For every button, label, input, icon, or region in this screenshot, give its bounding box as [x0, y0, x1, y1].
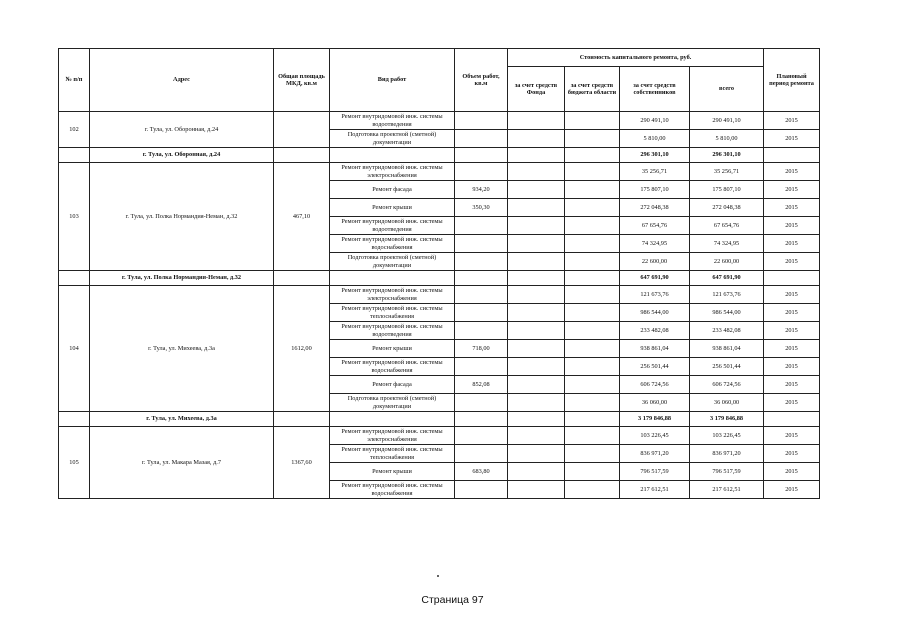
fund-cell [508, 394, 565, 412]
total-cell: 22 600,00 [690, 253, 764, 271]
work-type-cell: Ремонт внутридомовой инж. системы водоотведения [330, 322, 455, 340]
period-cell: 2015 [764, 304, 820, 322]
budget-cell [565, 445, 620, 463]
budget-cell [565, 199, 620, 217]
owners-cell: 836 971,20 [620, 445, 690, 463]
fund-cell [508, 445, 565, 463]
repair-table [58, 48, 820, 499]
row-number: 105 [59, 427, 90, 499]
work-type-cell: Ремонт внутридомовой инж. системы водоснабжения [330, 481, 455, 499]
work-type-cell: Ремонт крыши [330, 199, 455, 217]
area-cell: 467,10 [274, 163, 330, 271]
work-type-cell: Ремонт крыши [330, 340, 455, 358]
owners-cell: 74 324,95 [620, 235, 690, 253]
volume-cell [455, 445, 508, 463]
area-cell [274, 112, 330, 148]
subtotal-period-cell [764, 412, 820, 427]
budget-cell [565, 376, 620, 394]
subtotal-fund-cell [508, 412, 565, 427]
owners-cell: 121 673,76 [620, 286, 690, 304]
address-cell: г. Тула, ул. Макара Мазая, д.7 [90, 427, 274, 499]
owners-cell: 67 654,76 [620, 217, 690, 235]
period-cell: 2015 [764, 358, 820, 376]
owners-cell: 217 612,51 [620, 481, 690, 499]
owners-cell: 938 861,04 [620, 340, 690, 358]
budget-cell [565, 427, 620, 445]
period-cell: 2015 [764, 322, 820, 340]
total-cell: 836 971,20 [690, 445, 764, 463]
period-cell: 2015 [764, 163, 820, 181]
table-row [59, 163, 820, 181]
total-cell: 256 501,44 [690, 358, 764, 376]
budget-cell [565, 130, 620, 148]
volume-cell [455, 112, 508, 130]
total-cell: 103 226,45 [690, 427, 764, 445]
total-cell: 35 256,71 [690, 163, 764, 181]
subtotal-budget-cell [565, 271, 620, 286]
subtotal-work-cell [330, 271, 455, 286]
header-owners: за счет средств собственников [620, 67, 690, 112]
owners-cell: 272 048,38 [620, 199, 690, 217]
total-cell: 36 060,00 [690, 394, 764, 412]
budget-cell [565, 304, 620, 322]
owners-cell: 290 491,10 [620, 112, 690, 130]
volume-cell [455, 322, 508, 340]
subtotal-owners: 647 691,90 [620, 271, 690, 286]
area-cell: 1612,00 [274, 286, 330, 412]
volume-cell [455, 235, 508, 253]
volume-cell [455, 427, 508, 445]
row-number: 103 [59, 163, 90, 271]
header-total: всего [690, 67, 764, 112]
work-type-cell: Подготовка проектной (сметной) документации [330, 253, 455, 271]
fund-cell [508, 235, 565, 253]
owners-cell: 103 226,45 [620, 427, 690, 445]
subtotal-period-cell [764, 271, 820, 286]
total-cell: 217 612,51 [690, 481, 764, 499]
volume-cell [455, 253, 508, 271]
budget-cell [565, 286, 620, 304]
fund-cell [508, 427, 565, 445]
work-type-cell: Ремонт внутридомовой инж. системы водоотведения [330, 217, 455, 235]
period-cell: 2015 [764, 112, 820, 130]
total-cell: 606 724,56 [690, 376, 764, 394]
subtotal-area-cell [274, 412, 330, 427]
budget-cell [565, 340, 620, 358]
address-cell: г. Тула, ул. Оборонная, д.24 [90, 112, 274, 148]
table-row [59, 112, 820, 130]
subtotal-budget-cell [565, 148, 620, 163]
subtotal-owners: 296 301,10 [620, 148, 690, 163]
address-cell: г. Тула, ул. Михеева, д.3а [90, 286, 274, 412]
volume-cell [455, 394, 508, 412]
subtotal-volume-cell [455, 412, 508, 427]
owners-cell: 606 724,56 [620, 376, 690, 394]
work-type-cell: Ремонт фасада [330, 376, 455, 394]
volume-cell [455, 217, 508, 235]
table-header [59, 49, 820, 112]
table-row [59, 427, 820, 445]
owners-cell: 175 807,10 [620, 181, 690, 199]
subtotal-address: г. Тула, ул. Михеева, д.3а [90, 412, 274, 427]
header-num: № п/п [59, 49, 90, 112]
subtotal-area-cell [274, 148, 330, 163]
total-cell: 5 810,00 [690, 130, 764, 148]
period-cell: 2015 [764, 235, 820, 253]
fund-cell [508, 376, 565, 394]
work-type-cell: Подготовка проектной (сметной) документации [330, 130, 455, 148]
owners-cell: 796 517,59 [620, 463, 690, 481]
subtotal-total: 296 301,10 [690, 148, 764, 163]
total-cell: 74 324,95 [690, 235, 764, 253]
volume-cell [455, 130, 508, 148]
fund-cell [508, 463, 565, 481]
fund-cell [508, 481, 565, 499]
subtotal-num-cell [59, 412, 90, 427]
total-cell: 121 673,76 [690, 286, 764, 304]
subtotal-num-cell [59, 271, 90, 286]
budget-cell [565, 463, 620, 481]
table-body [59, 112, 820, 499]
period-cell: 2015 [764, 253, 820, 271]
subtotal-period-cell [764, 148, 820, 163]
volume-cell [455, 358, 508, 376]
volume-cell [455, 304, 508, 322]
fund-cell [508, 322, 565, 340]
row-number: 104 [59, 286, 90, 412]
period-cell: 2015 [764, 340, 820, 358]
subtotal-row [59, 148, 820, 163]
volume-cell: 683,80 [455, 463, 508, 481]
period-cell: 2015 [764, 286, 820, 304]
subtotal-row [59, 412, 820, 427]
header-fund: за счет средств Фонда [508, 67, 565, 112]
budget-cell [565, 358, 620, 376]
period-cell: 2015 [764, 463, 820, 481]
work-type-cell: Ремонт внутридомовой инж. системы электроснабжения [330, 286, 455, 304]
period-cell: 2015 [764, 481, 820, 499]
subtotal-work-cell [330, 148, 455, 163]
budget-cell [565, 163, 620, 181]
header-period: Плановый период ремонта [764, 49, 820, 112]
total-cell: 986 544,00 [690, 304, 764, 322]
volume-cell: 934,20 [455, 181, 508, 199]
owners-cell: 233 482,08 [620, 322, 690, 340]
work-type-cell: Ремонт внутридомовой инж. системы электроснабжения [330, 163, 455, 181]
work-type-cell: Ремонт внутридомовой инж. системы водоснабжения [330, 358, 455, 376]
total-cell: 938 861,04 [690, 340, 764, 358]
header-budget: за счет средств бюджета области [565, 67, 620, 112]
fund-cell [508, 163, 565, 181]
row-number: 102 [59, 112, 90, 148]
period-cell: 2015 [764, 217, 820, 235]
fund-cell [508, 130, 565, 148]
subtotal-work-cell [330, 412, 455, 427]
header-address: Адрес [90, 49, 274, 112]
period-cell: 2015 [764, 181, 820, 199]
header-cost-group: Стоимость капитального ремонта, руб. [508, 49, 764, 67]
total-cell: 175 807,10 [690, 181, 764, 199]
fund-cell [508, 286, 565, 304]
fund-cell [508, 217, 565, 235]
subtotal-address: г. Тула, ул. Оборонная, д.24 [90, 148, 274, 163]
total-cell: 67 654,76 [690, 217, 764, 235]
period-cell: 2015 [764, 445, 820, 463]
fund-cell [508, 181, 565, 199]
owners-cell: 36 060,00 [620, 394, 690, 412]
fund-cell [508, 358, 565, 376]
budget-cell [565, 217, 620, 235]
fund-cell [508, 253, 565, 271]
owners-cell: 5 810,00 [620, 130, 690, 148]
fund-cell [508, 340, 565, 358]
owners-cell: 986 544,00 [620, 304, 690, 322]
subtotal-budget-cell [565, 412, 620, 427]
page-number: Страница 97 [421, 594, 484, 606]
work-type-cell: Ремонт фасада [330, 181, 455, 199]
total-cell: 796 517,59 [690, 463, 764, 481]
budget-cell [565, 322, 620, 340]
period-cell: 2015 [764, 130, 820, 148]
subtotal-row [59, 271, 820, 286]
work-type-cell: Ремонт внутридомовой инж. системы электроснабжения [330, 427, 455, 445]
work-type-cell: Ремонт крыши [330, 463, 455, 481]
volume-cell: 350,30 [455, 199, 508, 217]
budget-cell [565, 181, 620, 199]
budget-cell [565, 235, 620, 253]
budget-cell [565, 481, 620, 499]
subtotal-owners: 3 179 846,88 [620, 412, 690, 427]
work-type-cell: Ремонт внутридомовой инж. системы теплоснабжения [330, 445, 455, 463]
subtotal-volume-cell [455, 271, 508, 286]
period-cell: 2015 [764, 199, 820, 217]
subtotal-address: г. Тула, ул. Полка Нормандия-Неман, д.32 [90, 271, 274, 286]
subtotal-total: 647 691,90 [690, 271, 764, 286]
subtotal-num-cell [59, 148, 90, 163]
total-cell: 290 491,10 [690, 112, 764, 130]
header-area: Общая площадь МКД, кв.м [274, 49, 330, 112]
volume-cell [455, 163, 508, 181]
subtotal-volume-cell [455, 148, 508, 163]
work-type-cell: Ремонт внутридомовой инж. системы водоотведения [330, 112, 455, 130]
subtotal-fund-cell [508, 148, 565, 163]
volume-cell [455, 286, 508, 304]
budget-cell [565, 253, 620, 271]
subtotal-fund-cell [508, 271, 565, 286]
budget-cell [565, 112, 620, 130]
page-dot [437, 575, 439, 577]
owners-cell: 256 501,44 [620, 358, 690, 376]
total-cell: 272 048,38 [690, 199, 764, 217]
period-cell: 2015 [764, 394, 820, 412]
owners-cell: 22 600,00 [620, 253, 690, 271]
area-cell: 1367,60 [274, 427, 330, 499]
fund-cell [508, 199, 565, 217]
fund-cell [508, 304, 565, 322]
owners-cell: 35 256,71 [620, 163, 690, 181]
header-volume: Объем работ, кв.м [455, 49, 508, 112]
subtotal-total: 3 179 846,88 [690, 412, 764, 427]
table-row [59, 286, 820, 304]
work-type-cell: Подготовка проектной (сметной) документации [330, 394, 455, 412]
period-cell: 2015 [764, 427, 820, 445]
total-cell: 233 482,08 [690, 322, 764, 340]
header-work: Вид работ [330, 49, 455, 112]
volume-cell: 718,00 [455, 340, 508, 358]
fund-cell [508, 112, 565, 130]
work-type-cell: Ремонт внутридомовой инж. системы теплоснабжения [330, 304, 455, 322]
address-cell: г. Тула, ул. Полка Нормандия-Неман, д.32 [90, 163, 274, 271]
period-cell: 2015 [764, 376, 820, 394]
budget-cell [565, 394, 620, 412]
volume-cell: 852,08 [455, 376, 508, 394]
subtotal-area-cell [274, 271, 330, 286]
work-type-cell: Ремонт внутридомовой инж. системы водоснабжения [330, 235, 455, 253]
volume-cell [455, 481, 508, 499]
